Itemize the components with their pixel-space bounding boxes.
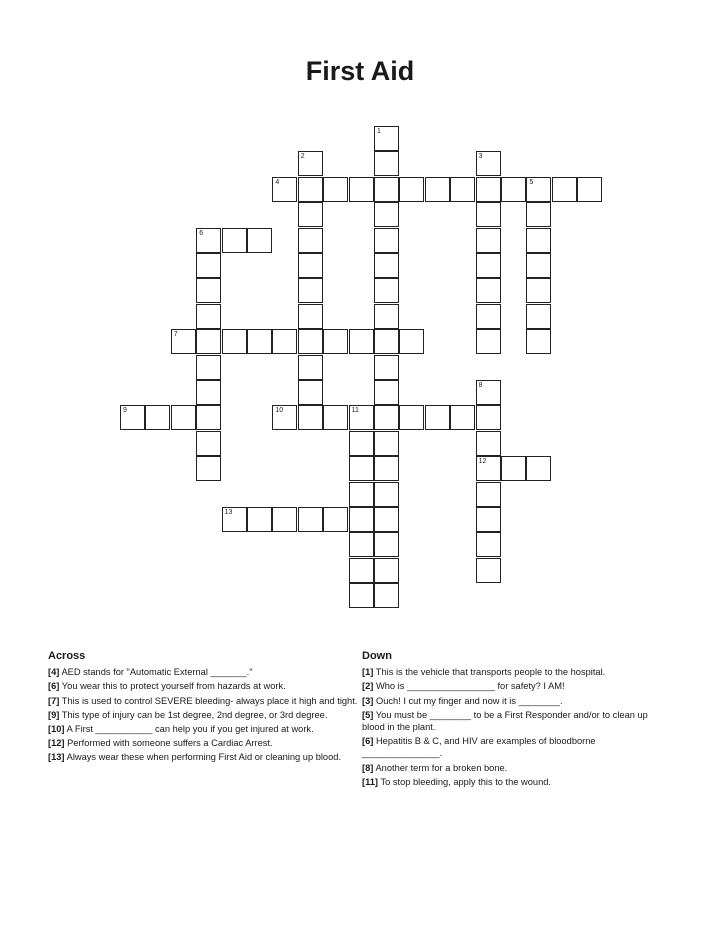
grid-cell[interactable] (526, 329, 551, 354)
grid-cell[interactable] (272, 507, 297, 532)
grid-cell[interactable] (374, 228, 399, 253)
grid-cell[interactable] (425, 405, 450, 430)
cell-number: 11 (351, 407, 359, 415)
grid-cell[interactable] (526, 456, 551, 481)
grid-cell[interactable] (399, 177, 424, 202)
grid-cell[interactable] (298, 329, 323, 354)
clue-down-5: [5] You must be ________ to be a First Responder and/or to clean up blood in the plant. (362, 709, 648, 733)
grid-cell[interactable] (349, 329, 374, 354)
grid-cell[interactable] (476, 177, 501, 202)
grid-cell[interactable] (349, 558, 374, 583)
grid-cell[interactable] (374, 304, 399, 329)
grid-cell[interactable] (349, 482, 374, 507)
grid-cell[interactable] (272, 177, 297, 202)
grid-cell[interactable] (374, 126, 399, 151)
grid-cell[interactable] (247, 228, 272, 253)
grid-cell[interactable] (196, 329, 221, 354)
cell-number: 7 (173, 331, 178, 339)
grid-cell[interactable] (298, 380, 323, 405)
down-heading: Down (362, 650, 392, 662)
grid-cell[interactable] (374, 202, 399, 227)
grid-cell[interactable] (272, 405, 297, 430)
grid-cell[interactable] (196, 456, 221, 481)
grid-cell[interactable] (399, 329, 424, 354)
grid-cell[interactable] (374, 355, 399, 380)
grid-cell[interactable] (476, 405, 501, 430)
grid-cell[interactable] (374, 151, 399, 176)
page-title: First Aid (305, 56, 415, 86)
grid-cell[interactable] (374, 583, 399, 608)
grid-cell[interactable] (476, 431, 501, 456)
grid-cell[interactable] (450, 177, 475, 202)
clue-down-8: [8] Another term for a broken bone. (362, 762, 508, 773)
grid-cell[interactable] (526, 202, 551, 227)
grid-cell[interactable] (298, 507, 323, 532)
grid-cell[interactable] (196, 253, 221, 278)
grid-cell[interactable] (476, 228, 501, 253)
grid-cell[interactable] (374, 431, 399, 456)
cell-number: 3 (478, 153, 483, 161)
grid-cell[interactable] (399, 405, 424, 430)
grid-cell[interactable] (374, 380, 399, 405)
grid-cell[interactable] (425, 177, 450, 202)
grid-cell[interactable] (196, 228, 221, 253)
grid-cell[interactable] (501, 177, 526, 202)
grid-cell[interactable] (349, 507, 374, 532)
grid-cell[interactable] (323, 177, 348, 202)
grid-cell[interactable] (298, 355, 323, 380)
grid-cell[interactable] (526, 253, 551, 278)
grid-cell[interactable] (196, 278, 221, 303)
grid-cell[interactable] (374, 558, 399, 583)
grid-cell[interactable] (374, 507, 399, 532)
grid-cell[interactable] (476, 202, 501, 227)
grid-cell[interactable] (476, 151, 501, 176)
grid-cell[interactable] (476, 482, 501, 507)
grid-cell[interactable] (349, 405, 374, 430)
grid-cell[interactable] (374, 329, 399, 354)
grid-cell[interactable] (171, 329, 196, 354)
grid-cell[interactable] (222, 507, 247, 532)
grid-cell[interactable] (501, 456, 526, 481)
grid-cell[interactable] (298, 278, 323, 303)
grid-cell[interactable] (476, 380, 501, 405)
grid-cell[interactable] (476, 304, 501, 329)
clue-across-9: [9] This type of injury can be 1st degree, 2nd degree, or 3rd degree. (48, 709, 328, 720)
cell-number: 12 (478, 458, 487, 466)
grid-cell[interactable] (450, 405, 475, 430)
grid-cell[interactable] (374, 456, 399, 481)
grid-cell[interactable] (476, 558, 501, 583)
grid-cell[interactable] (298, 151, 323, 176)
grid-cell[interactable] (196, 431, 221, 456)
grid-cell[interactable] (349, 456, 374, 481)
clue-down-11: [11] To stop bleeding, apply this to the wound. (362, 776, 552, 787)
grid-cell[interactable] (349, 177, 374, 202)
grid-cell[interactable] (120, 405, 145, 430)
grid-cell[interactable] (196, 405, 221, 430)
cell-number: 1 (377, 128, 381, 135)
grid-cell[interactable] (374, 278, 399, 303)
grid-cell[interactable] (298, 253, 323, 278)
grid-cell[interactable] (374, 177, 399, 202)
cell-number: 2 (300, 153, 305, 161)
grid-cell[interactable] (349, 532, 374, 557)
clue-across-12: [12] Performed with someone suffers a Cardiac Arrest. (48, 738, 273, 749)
clue-down-3: [3] Ouch! I cut my finger and now it is ________. (362, 695, 563, 706)
cell-number: 13 (224, 509, 233, 516)
grid-cell[interactable] (298, 304, 323, 329)
grid-cell[interactable] (247, 329, 272, 354)
grid-cell[interactable] (374, 482, 399, 507)
across-heading: Across (48, 650, 86, 662)
grid-cell[interactable] (349, 431, 374, 456)
grid-cell[interactable] (552, 177, 577, 202)
cell-number: 10 (275, 407, 284, 415)
grid-cell[interactable] (476, 278, 501, 303)
clue-down-6: [6] Hepatitis B & C, and HIV are examples of bloodborne _______________. (362, 736, 596, 759)
clue-down-2: [2] Who is _________________ for safety? I AM! (362, 681, 565, 692)
grid-cell[interactable] (526, 278, 551, 303)
grid-cell[interactable] (145, 405, 170, 430)
across-clues (48, 650, 358, 766)
clue-across-6: [6] You wear this to protect yourself from hazards at work. (48, 681, 286, 692)
clue-across-10: [10] A First ___________ can help you if you get injured at work. (48, 724, 314, 735)
grid-cell[interactable] (476, 253, 501, 278)
grid-cell[interactable] (349, 583, 374, 608)
grid-cell[interactable] (196, 380, 221, 405)
clue-across-4: [4] AED stands for "Automatic External _______." (48, 667, 253, 678)
grid-cell[interactable] (171, 405, 196, 430)
grid-cell[interactable] (577, 177, 602, 202)
clue-across-13: [13] Always wear these when performing First Aid or cleaning up blood. (48, 752, 342, 763)
grid-cell[interactable] (374, 405, 399, 430)
grid-cell[interactable] (476, 507, 501, 532)
cell-number: 8 (478, 382, 483, 389)
grid-cell[interactable] (374, 253, 399, 278)
grid-cell[interactable] (323, 405, 348, 430)
grid-cell[interactable] (298, 228, 323, 253)
grid-cell[interactable] (476, 329, 501, 354)
cell-number: 6 (199, 229, 204, 237)
grid-cell[interactable] (196, 355, 221, 380)
grid-cell[interactable] (298, 405, 323, 430)
grid-cell[interactable] (476, 456, 501, 481)
grid-cell[interactable] (272, 329, 297, 354)
clue-across-7: [7] This is used to control SEVERE bleeding- always place it high and tight. (48, 695, 358, 706)
grid-cell[interactable] (298, 202, 323, 227)
grid-cell[interactable] (222, 228, 247, 253)
grid-cell[interactable] (196, 304, 221, 329)
grid-cell[interactable] (247, 507, 272, 532)
cell-number: 4 (275, 178, 280, 186)
grid-cell[interactable] (222, 329, 247, 354)
cell-number: 9 (123, 407, 127, 415)
grid-cell[interactable] (323, 329, 348, 354)
grid-cell[interactable] (526, 304, 551, 329)
grid-cell[interactable] (476, 532, 501, 557)
cell-number: 5 (529, 178, 534, 186)
grid-cell[interactable] (298, 177, 323, 202)
grid-cell[interactable] (374, 532, 399, 557)
grid-cell[interactable] (526, 177, 551, 202)
grid-cell[interactable] (526, 228, 551, 253)
clue-down-1: [1] This is the vehicle that transports people to the hospital. (362, 667, 606, 678)
grid-cell[interactable] (323, 507, 348, 532)
down-clues (362, 650, 668, 790)
